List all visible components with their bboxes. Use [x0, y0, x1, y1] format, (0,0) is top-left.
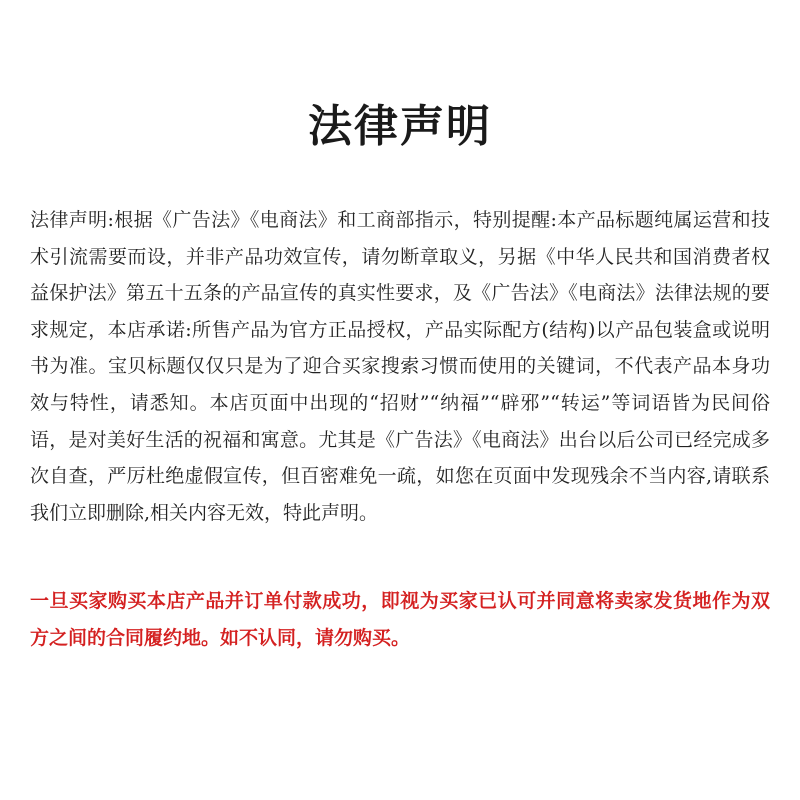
- purchase-warning: 一旦买家购买本店产品并订单付款成功，即视为买家已认可并同意将卖家发货地作为双方之间的合同履约地。如不认同，请勿购买。: [30, 590, 770, 649]
- page-title: 法律声明: [308, 101, 492, 152]
- legal-notice-body: 法律声明:根据《广告法》《电商法》和工商部指示，特别提醒:本产品标题纯属运营和技术引流需要而设，并非产品功效宣传，请勿断章取义，另据《中华人民共和国消费者权益保护法》第五十五条的产品宣传的真实性要求，及《广告法》《电商法》法律法规的要求规定，本店承诺:所售产品为官方正品授权，产品实际配方(结构)以产品包装盒或说明书为准。宝贝标题仅仅只是为了迎合买家搜索习惯而使用的关键词，不代表产品本身功效与特性，请悉知。本店页面中出现的“招财”“纳福”“辟邪”“转运”等词语皆为民间俗语，是对美好生活的祝福和寓意。尤其是《广告法》《电商法》出台以后公司已经完成多次自查，严厉杜绝虚假宣传，但百密难免一疏，如您在页面中发现残余不当内容,请联系我们立即删除,相关内容无效，特此声明。: [30, 209, 770, 524]
